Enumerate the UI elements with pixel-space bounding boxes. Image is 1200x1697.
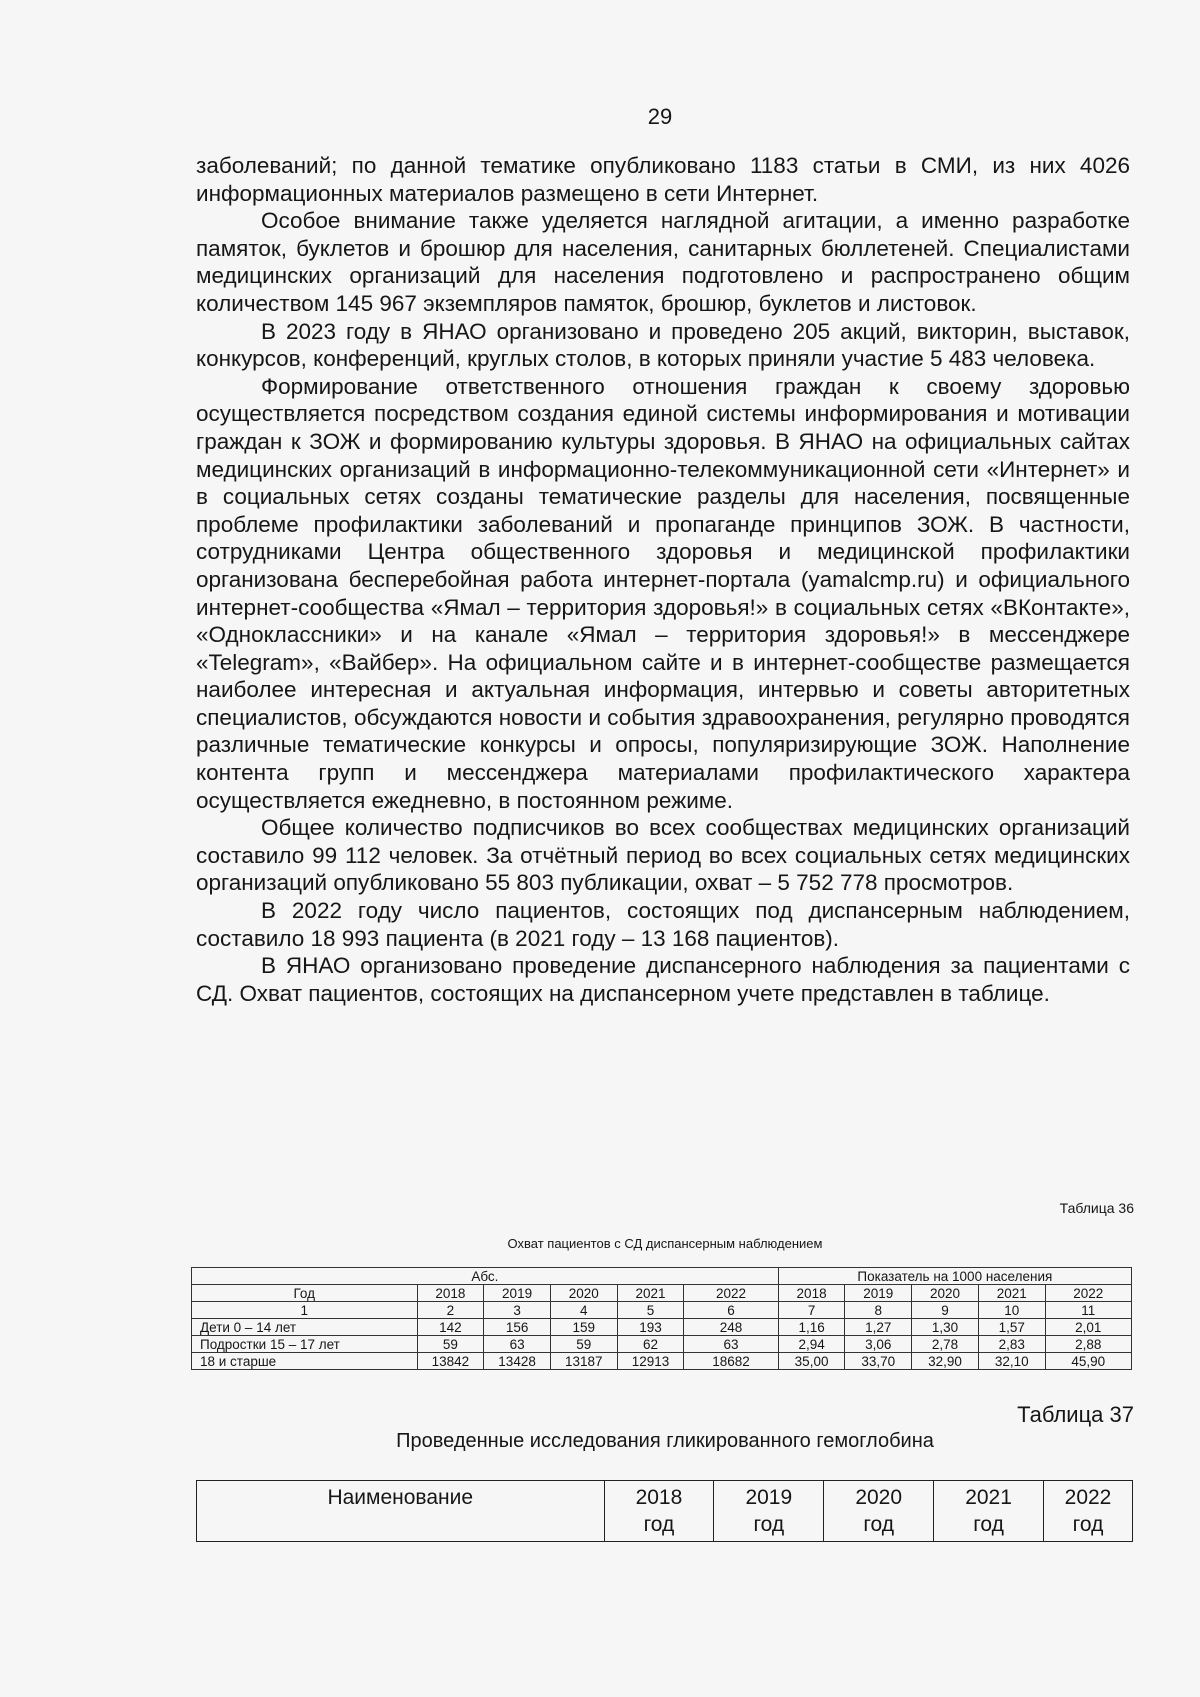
table-cell: 35,00 [778,1353,845,1370]
row-label: Дети 0 – 14 лет [192,1319,418,1336]
table-cell: 13428 [484,1353,551,1370]
table-cell: 13187 [550,1353,617,1370]
column-header: 2019 [484,1285,551,1302]
column-number: 3 [484,1302,551,1319]
table-cell: 1,30 [912,1319,979,1336]
table-cell: 12913 [617,1353,684,1370]
table-36-caption: Охват пациентов с СД диспансерным наблюдением [507,1236,823,1251]
column-header: 2022 [684,1285,778,1302]
column-header [1044,1481,1133,1542]
column-number: 5 [617,1302,684,1319]
paragraph: Формирование ответственного отношения граждан к своему здоровью осуществляется посредством создания единой системы информирования и мотивации граждан к ЗОЖ и формированию культуры здоровья. В ЯНАО на официальных сайтах медицинских организаций в информационно-телекоммуникационной сети «Интернет» и в социальных сетях созданы тематические разделы для населения, посвященные проблеме профилактики заболеваний и пропаганде принципов ЗОЖ. В частности, сотрудниками Центра общественного здоровья и медицинской профилактики организована бесперебойная работа интернет-портала (yamalcmp.ru) и официального интернет-сообщества «Ямал – территория здоровья!» в социальных сетях «ВКонтакте», «Одноклассники» и на канале «Ямал – территория здоровья!» в мессенджере «Telegram», «Вайбер». На официальном сайте и в интернет-сообществе размещается наиболее интересная и актуальная информация, интервью и советы авторитетных специалистов, обсуждаются новости и события здравоохранения, регулярно проводятся различные тематические конкурсы и опросы, популяризирующие ЗОЖ. Наполнение контента групп и мессенджера материалами профилактического характера осуществляется ежедневно, в постоянном режиме. [196,373,1130,813]
table-cell: 63 [684,1336,778,1353]
year-label: 2021 [965,1486,1012,1509]
column-header: 2022 [1045,1285,1131,1302]
year-header: Год [192,1285,418,1302]
year-label: 2018 [635,1486,683,1509]
table-header-row [192,1268,1132,1285]
column-header: 2021 [617,1285,684,1302]
table-cell: 2,01 [1045,1319,1131,1336]
table-cell: 142 [417,1319,484,1336]
table-cell: 33,70 [845,1353,912,1370]
column-header: 2020 [550,1285,617,1302]
year-suffix: год [973,1513,1004,1536]
table-cell: 1,27 [845,1319,912,1336]
table-cell: 13842 [417,1353,484,1370]
column-header [824,1481,934,1542]
table-cell: 2,78 [912,1336,979,1353]
paragraph: В 2023 году в ЯНАО организовано и проведено 205 акций, викторин, выставок, конкурсов, конференций, круглых столов, в которых приняли участие 5 483 человека. [196,318,1130,372]
year-suffix: год [863,1513,895,1536]
table-36 [191,1267,1132,1370]
column-number: 11 [1045,1302,1131,1319]
group-header-rate: Показатель на 1000 населения [778,1268,1131,1285]
table-cell: 62 [617,1336,684,1353]
table-header-row [197,1481,1133,1542]
name-header: Наименование [197,1481,605,1542]
table-36-label: Таблица 36 [1059,1200,1134,1216]
column-header: 2018 [778,1285,845,1302]
table-row [192,1353,1132,1370]
column-number: 6 [684,1302,778,1319]
table-cell: 32,10 [978,1353,1045,1370]
column-header [604,1481,714,1542]
table-37-label: Таблица 37 [1017,1402,1134,1427]
column-header: 2019 [845,1285,912,1302]
year-label: 2019 [745,1486,793,1509]
table-cell: 32,90 [912,1353,979,1370]
table-37 [196,1480,1133,1542]
column-header: 2021 [978,1285,1045,1302]
year-suffix: год [1072,1513,1104,1536]
column-header: 2018 [417,1285,484,1302]
page-number: 29 [647,104,673,129]
group-header-abs: Абс. [192,1268,779,1285]
table-cell: 2,88 [1045,1336,1131,1353]
column-number: 1 [192,1302,418,1319]
paragraph: Общее количество подписчиков во всех сообществах медицинских организаций составило 99 112 человек. За отчётный период во всех социальных сетях медицинских организаций опубликовано 55 803 публикации, охват – 5 752 778 просмотров. [196,815,1130,896]
year-suffix: год [753,1513,785,1536]
body-text [196,152,1130,1007]
table-cell: 248 [684,1319,778,1336]
column-header [714,1481,824,1542]
table-cell: 1,57 [978,1319,1045,1336]
column-number: 10 [978,1302,1045,1319]
table-cell: 156 [484,1319,551,1336]
column-number: 7 [778,1302,845,1319]
table-cell: 159 [550,1319,617,1336]
table-cell: 1,16 [778,1319,845,1336]
table-37-caption: Проведенные исследования гликированного гемоглобина [396,1430,934,1452]
year-label: 2022 [1064,1486,1112,1509]
paragraph: В 2022 году число пациентов, состоящих под диспансерным наблюдением, составило 18 993 пациента (в 2021 году – 13 168 пациентов). [196,898,1130,951]
table-cell: 18682 [684,1353,778,1370]
table-header-row [192,1285,1132,1302]
paragraph: Особое внимание также уделяется наглядной агитации, а именно разработке памяток, буклетов и брошюр для населения, санитарных бюллетеней. Специалистами медицинских организаций для населения подготовлено и распространено общим количеством 145 967 экземпляров памяток, брошюр, буклетов и листовок. [196,208,1130,316]
table-cell: 63 [484,1336,551,1353]
table-row [192,1336,1132,1353]
table-cell: 2,94 [778,1336,845,1353]
row-label: 18 и старше [192,1353,418,1370]
table-row [192,1319,1132,1336]
column-number-row [192,1302,1132,1319]
column-number: 8 [845,1302,912,1319]
table-cell: 3,06 [845,1336,912,1353]
column-number: 2 [417,1302,484,1319]
table-cell: 193 [617,1319,684,1336]
table-cell: 2,83 [978,1336,1045,1353]
column-number: 9 [912,1302,979,1319]
table-cell: 45,90 [1045,1353,1131,1370]
paragraph: В ЯНАО организовано проведение диспансерного наблюдения за пациентами с СД. Охват пациентов, состоящих на диспансерном учете представлен в таблице. [196,953,1130,1006]
year-label: 2020 [855,1486,903,1509]
column-header: 2020 [912,1285,979,1302]
year-suffix: год [643,1513,675,1536]
column-header [934,1481,1044,1542]
row-label: Подростки 15 – 17 лет [192,1336,418,1353]
table-cell: 59 [550,1336,617,1353]
paragraph: заболеваний; по данной тематике опубликовано 1183 статьи в СМИ, из них 4026 информационных материалов размещено в сети Интернет. [196,153,1130,206]
column-number: 4 [550,1302,617,1319]
table-cell: 59 [417,1336,484,1353]
